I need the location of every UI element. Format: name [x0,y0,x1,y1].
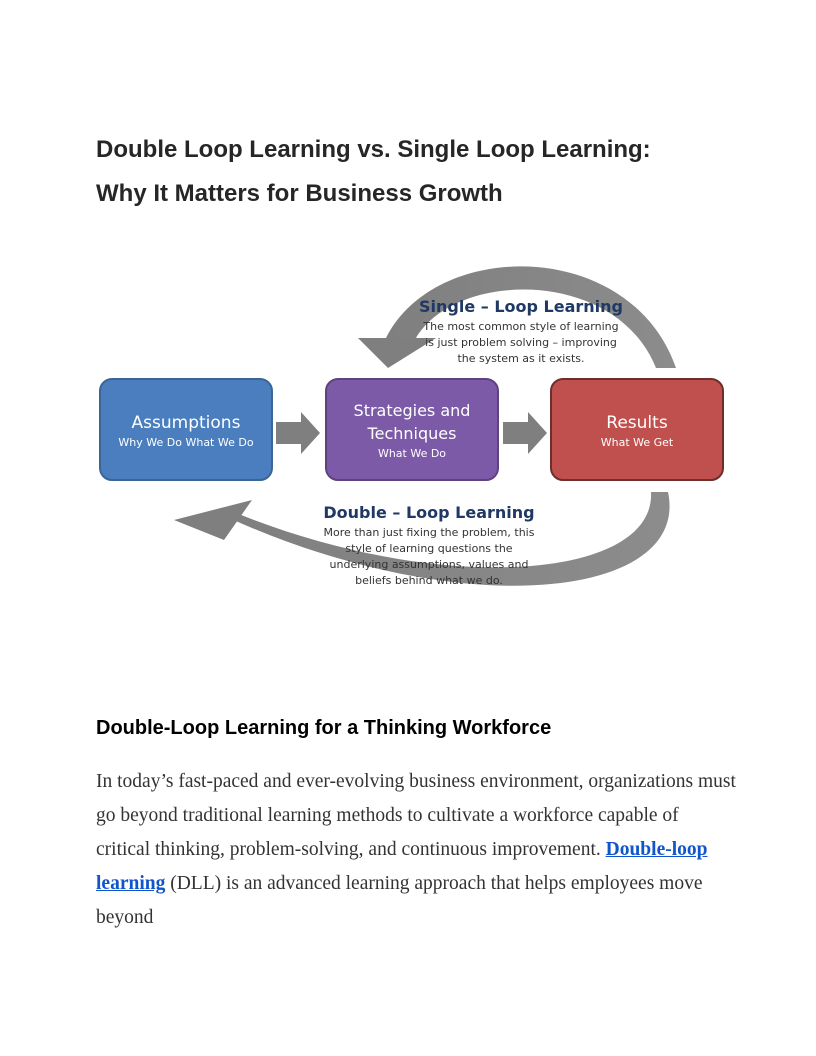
results-box [551,379,723,480]
double-loop-line-1: More than just fixing the problem, this [323,526,535,539]
double-loop-learning-link[interactable]: Double-loop learning [96,839,708,894]
double-loop-line-3: underlying assumptions, values and [329,558,529,571]
double-loop-heading: Double – Loop Learning [323,503,535,522]
results-title: Results [606,413,668,433]
strategies-title-line-1: Strategies and [353,401,471,420]
body-paragraph [96,765,736,935]
single-loop-label [419,297,623,365]
paragraph-text-before-link: In today’s fast-paced and ever-evolving business environment, organizations must go beyond traditional learning methods to cultivate a workforce capable of critical thinking, problem-solving, and continuous improvement. [96,771,736,860]
title-line-2: Why It Matters for Business Growth [96,180,503,207]
paragraph-text-after-link: (DLL) is an advanced learning approach that helps employees move beyond [96,873,703,928]
results-subtitle: What We Get [600,436,674,449]
strategies-box [326,379,498,480]
title-line-1: Double Loop Learning vs. Single Loop Learning: [96,136,651,163]
double-loop-line-4: beliefs behind what we do. [355,574,503,587]
strategies-title-line-2: Techniques [367,424,457,443]
arrow-strategies-to-results [503,412,547,454]
single-loop-line-1: The most common style of learning [423,320,619,333]
section-heading: Double-Loop Learning for a Thinking Workforce [96,717,552,739]
single-loop-heading: Single – Loop Learning [419,297,623,316]
assumptions-box [100,379,272,480]
page-title [96,128,736,216]
loop-learning-diagram [96,250,726,620]
double-loop-line-2: style of learning questions the [345,542,513,555]
assumptions-title: Assumptions [131,413,241,433]
strategies-subtitle: What We Do [377,447,447,460]
assumptions-subtitle: Why We Do What We Do [118,436,254,449]
single-loop-line-3: the system as it exists. [457,352,585,365]
single-loop-line-2: is just problem solving – improving [425,336,617,349]
arrow-assumptions-to-strategies [276,412,320,454]
